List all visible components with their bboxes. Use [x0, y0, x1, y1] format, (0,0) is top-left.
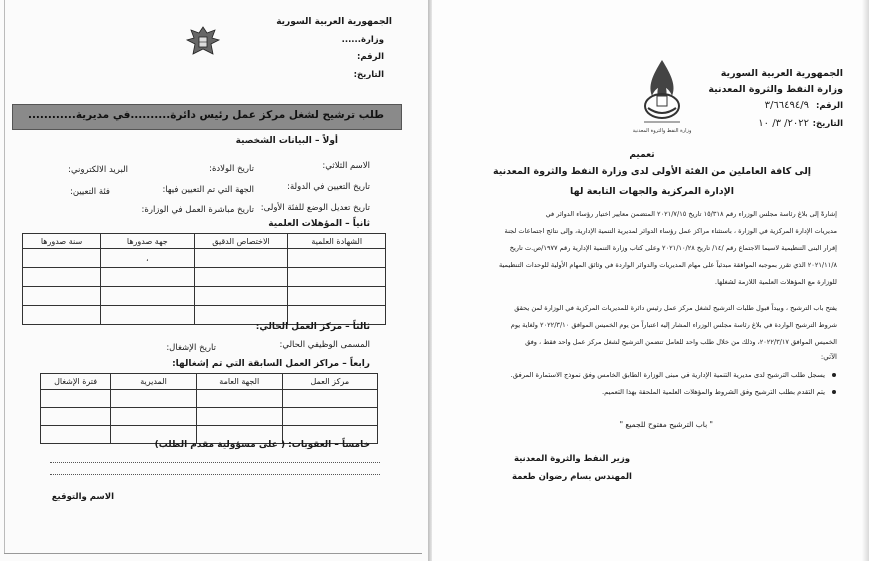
status-change-date-label: تاريخ تعديل الوضع للفئة الأولى:: [260, 203, 370, 213]
left-ref-no-label: الرقم:: [356, 52, 384, 62]
minister-name: المهندس بسام رضوان طعمة: [512, 472, 632, 482]
stray-mark: ،: [146, 253, 149, 263]
minister-title: وزير النفط والثروة المعدنية: [513, 454, 631, 464]
bullet-item-1: يسجل طلب الترشيح لدى مديرية التنمية الإدارية في مبنى الوزارة الطابق الخامس وفق نموذج الاستمارة المرفق.: [510, 371, 825, 379]
right-date-label: التاريخ:: [812, 119, 843, 129]
paragraph-2-line-4: الآتي:: [820, 353, 837, 361]
page-bottom-edge: [4, 553, 422, 554]
left-country-name: الجمهورية العربية السورية: [276, 17, 392, 27]
penalties-line-2: [50, 474, 380, 475]
circular-letter-page: [432, 0, 869, 561]
appointment-date-label: تاريخ التعيين في الدولة:: [287, 182, 370, 192]
table-row: [41, 408, 378, 426]
section2-heading: ثانياً – المؤهلات العلمية: [268, 219, 370, 229]
addressee-line-2: الإدارة المركزية والجهات التابعة لها: [570, 186, 734, 197]
email-label: البريد الالكتروني:: [68, 165, 128, 175]
right-page-edge: [862, 0, 869, 561]
qualifications-col-degree: الشهادة العلمية: [288, 234, 386, 249]
positions-col-directorate: المديرية: [111, 374, 197, 390]
current-job-title-label: المسمى الوظيفي الحالي:: [279, 340, 370, 350]
occupancy-date-label: تاريخ الإشغال:: [166, 343, 216, 353]
paragraph-2-line-2: شروط الترشيح الواردة في بلاغ رئاسة مجلس الوزراء المشار إليه اعتباراً من يوم الخميس الموافق ٢٠٢٢/٣/١٠ ولغاية يوم: [510, 321, 837, 329]
table-row: [41, 390, 378, 408]
positions-col-workplace: مركز العمل: [282, 374, 377, 390]
right-ministry-name: وزارة النفط والثروة المعدنية: [708, 84, 843, 95]
paragraph-2-line-1: يفتح باب الترشيح ، وبيداً قبول طلبات الترشيح لشغل مركز عمل رئيس دائرة للمديريات المركزية في الوزارة لمن يحقق: [514, 304, 837, 312]
appointing-body-label: الجهة التي تم التعيين فيها:: [162, 185, 254, 195]
paragraph-1-line-5: للوزارة مع المؤهلات العلمية اللازمة لشغلها.: [714, 278, 837, 286]
section1-heading: أولاً – البيانات الشخصية: [235, 136, 338, 146]
positions-col-period: فترة الإشغال: [41, 374, 111, 390]
bullet-item-2: يتم التقدم بطلب الترشيح وفق الشروط والمؤهلات العلمية الملحقة بهذا التعميم.: [602, 388, 825, 396]
table-row: [23, 268, 386, 287]
appointment-category-label: فئة التعيين:: [70, 187, 110, 197]
logo-caption: وزارة النفط والثروة المعدنية: [632, 128, 692, 134]
full-name-label: الاسم الثلاثي:: [322, 161, 370, 171]
closing-note: " باب الترشيح مفتوح للجميع ": [619, 420, 713, 429]
circular-subject: تعميم: [629, 150, 655, 160]
paragraph-1-line-2: مديريات الإدارة المركزية في الوزارة ، باستثناء مراكز عمل رؤساء الدوائر لمديرية التنمية الإدارية، وإلى نتائج اجتماعات لجنة: [504, 227, 837, 235]
qualifications-col-year: سنة صدورها: [23, 234, 101, 249]
page-left-edge: [4, 0, 5, 553]
table-row: [23, 249, 386, 268]
paragraph-2-line-3: الخميس الموافق ٢٠٢٢/٣/١٧، وذلك من خلال طلب واحد للعامل تتضمن الترشيح لشغل مركز عمل واحد فقط ، وفق: [525, 338, 837, 346]
signature-label: الاسم والتوقيع: [51, 492, 114, 502]
ministry-start-date-label: تاريخ مباشرة العمل في الوزارة:: [141, 205, 254, 215]
right-country-name: الجمهورية العربية السورية: [720, 68, 843, 79]
qualifications-table: [22, 233, 386, 325]
section4-heading: رابعاً – مراكز العمل السابقة التي تم إشغالها:: [172, 359, 370, 369]
right-date-value: ٢٠٢٢/ ٣/ ١٠: [758, 118, 809, 129]
qualifications-col-issuer: جهة صدورها: [100, 234, 194, 249]
bullet-dot-2: [832, 390, 836, 394]
application-form-page: [0, 0, 428, 561]
section5-heading: خامساً – العقوبات: ( على مسؤولية مقدم الطلب): [154, 440, 370, 450]
paragraph-1-line-4: ٢٠٢١/١١/٨ الذي تقرر بموجبه الموافقة مبدئياً على مهام المديريات والدوائر الواردة في وثائق المهام الأولية للوحدات التنظيمية: [499, 261, 837, 269]
right-ref-label: الرقم:: [815, 101, 843, 111]
paragraph-1-line-1: إشارةً إلى بلاغ رئاسة مجلس الوزراء رقم ١٥/٣١٨ تاريخ ٢٠٢١/٧/١٥ المتضمن معايير اختيار رؤساء الدوائر في: [545, 210, 837, 218]
right-ref-value: ٣/٦٦٤٩٤/٩: [764, 100, 809, 111]
bullet-dot-1: [832, 373, 836, 377]
form-title: طلب ترشيح لشغل مركز عمل رئيس دائرة..........في مديرية............: [27, 109, 385, 121]
left-date-label: التاريخ:: [353, 70, 384, 80]
paragraph-1-line-3: إقرار البنى التنظيمية لاسيما الاجتماع رقم /١٤/ تاريخ ٢٠٢١/١٠/٢٨ وعلى كتاب وزارة التنمية الإدارية رقم ١٩٧٧/ص.ت تاريخ: [509, 244, 837, 252]
previous-positions-table: [40, 373, 378, 444]
penalties-line: [50, 462, 380, 463]
qualifications-col-specialty: الاختصاص الدقيق: [194, 234, 288, 249]
section3-heading: ثالثاً – مركز العمل الحالي:: [255, 322, 370, 332]
syrian-eagle-emblem-icon: [185, 24, 221, 60]
positions-col-public-body: الجهة العامة: [196, 374, 282, 390]
table-row: [23, 287, 386, 306]
ministry-flame-logo-icon: [638, 58, 686, 130]
birth-date-label: تاريخ الولادة:: [209, 164, 254, 174]
addressee-line-1: إلى كافة العاملين من الفئة الأولى لدى وزارة النفط والثروة المعدنية: [492, 166, 812, 177]
left-ministry-field: وزارة......: [341, 35, 384, 45]
